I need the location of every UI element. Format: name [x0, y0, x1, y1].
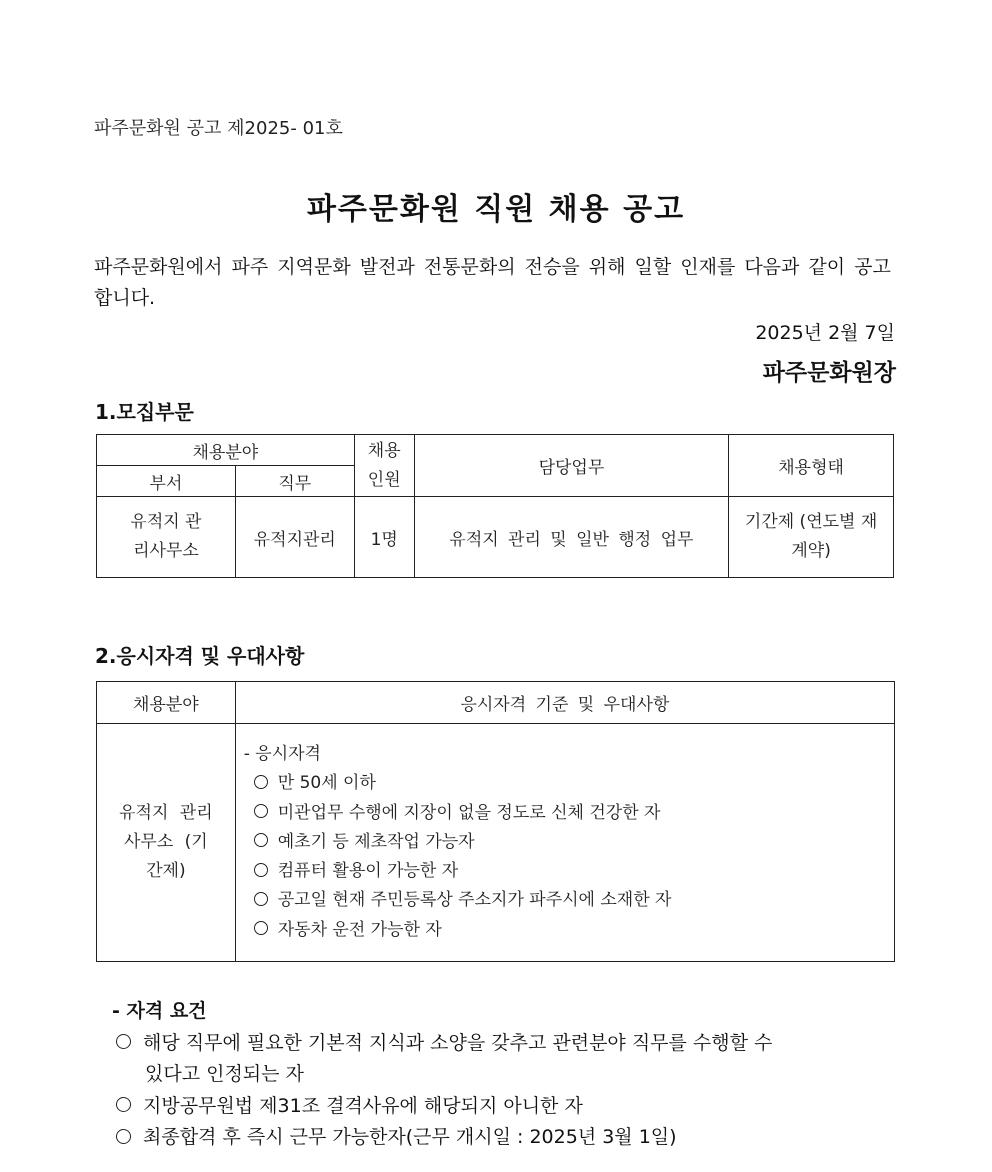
- list-item: 지방공무원법 제31조 결격사유에 해당되지 아니한 자: [112, 1091, 772, 1123]
- list-item-continuation: 있다고 인정되는 자: [145, 1063, 304, 1085]
- cell-department: 유적지 관리사무소: [97, 497, 236, 578]
- header-field: 채용분야: [97, 435, 355, 466]
- cell-duties: 유적지 관리 및 일반 행정 업무: [414, 497, 729, 578]
- circle-bullet-icon: [254, 804, 268, 818]
- qualifications-table: [96, 681, 895, 962]
- intro-paragraph: 파주문화원에서 파주 지역문화 발전과 전통문화의 전승을 위해 일할 인재를 다음과 같이 공고합니다.: [94, 256, 891, 309]
- issuer: 파주문화원장: [762, 359, 896, 386]
- page-title: 파주문화원 직원 채용 공고: [306, 192, 686, 227]
- list-item: 컴퓨터 활용이 가능한 자: [244, 857, 894, 886]
- header-field: 채용분야: [97, 682, 236, 724]
- circle-bullet-icon: [254, 892, 268, 906]
- list-item: 공고일 현재 주민등록상 주소지가 파주시에 소재한 자: [244, 886, 894, 915]
- notice-number: 파주문화원 공고 제2025- 01호: [94, 118, 343, 139]
- list-item: 예초기 등 제초작업 가능자: [244, 828, 894, 857]
- qualification-list: [235, 724, 894, 962]
- cell-headcount: 1명: [354, 497, 414, 578]
- circle-bullet-icon: [116, 1129, 131, 1144]
- header-department: 부서: [97, 466, 236, 497]
- requirements-section: [112, 996, 772, 1154]
- circle-bullet-icon: [116, 1034, 131, 1049]
- announcement-date: 2025년 2월 7일: [755, 322, 895, 344]
- circle-bullet-icon: [254, 863, 268, 877]
- circle-bullet-icon: [254, 833, 268, 847]
- qualifications-heading: - 응시자격: [243, 744, 321, 764]
- requirements-title: - 자격 요건: [112, 1000, 207, 1022]
- list-item: 미관업무 수행에 지장이 없을 정도로 신체 건강한 자: [244, 799, 894, 828]
- circle-bullet-icon: [254, 921, 268, 935]
- section1-title: 1.모집부문: [95, 400, 194, 424]
- circle-bullet-icon: [254, 775, 268, 789]
- list-item: 해당 직무에 필요한 기본적 지식과 소양을 갖추고 관련분야 직무를 수행할 수: [112, 1028, 772, 1060]
- header-employment-type: 채용형태: [729, 435, 894, 497]
- cell-field: 유적지 관리 사무소 (기간제): [97, 724, 236, 962]
- cell-employment-type: 기간제 (연도별 재계약): [729, 497, 894, 578]
- header-duties: 담당업무: [414, 435, 729, 497]
- list-item: 만 50세 이하: [244, 769, 894, 798]
- section2-title: 2.응시자격 및 우대사항: [95, 644, 305, 668]
- recruitment-table: [96, 434, 894, 578]
- header-headcount: 채용 인원: [354, 435, 414, 497]
- cell-job: 유적지관리: [235, 497, 354, 578]
- list-item: 자동차 운전 가능한 자: [244, 916, 894, 945]
- list-item: 최종합격 후 즉시 근무 가능한자(근무 개시일 : 2025년 3월 1일): [112, 1122, 772, 1154]
- header-job: 직무: [235, 466, 354, 497]
- header-criteria: 응시자격 기준 및 우대사항: [235, 682, 894, 724]
- circle-bullet-icon: [116, 1097, 131, 1112]
